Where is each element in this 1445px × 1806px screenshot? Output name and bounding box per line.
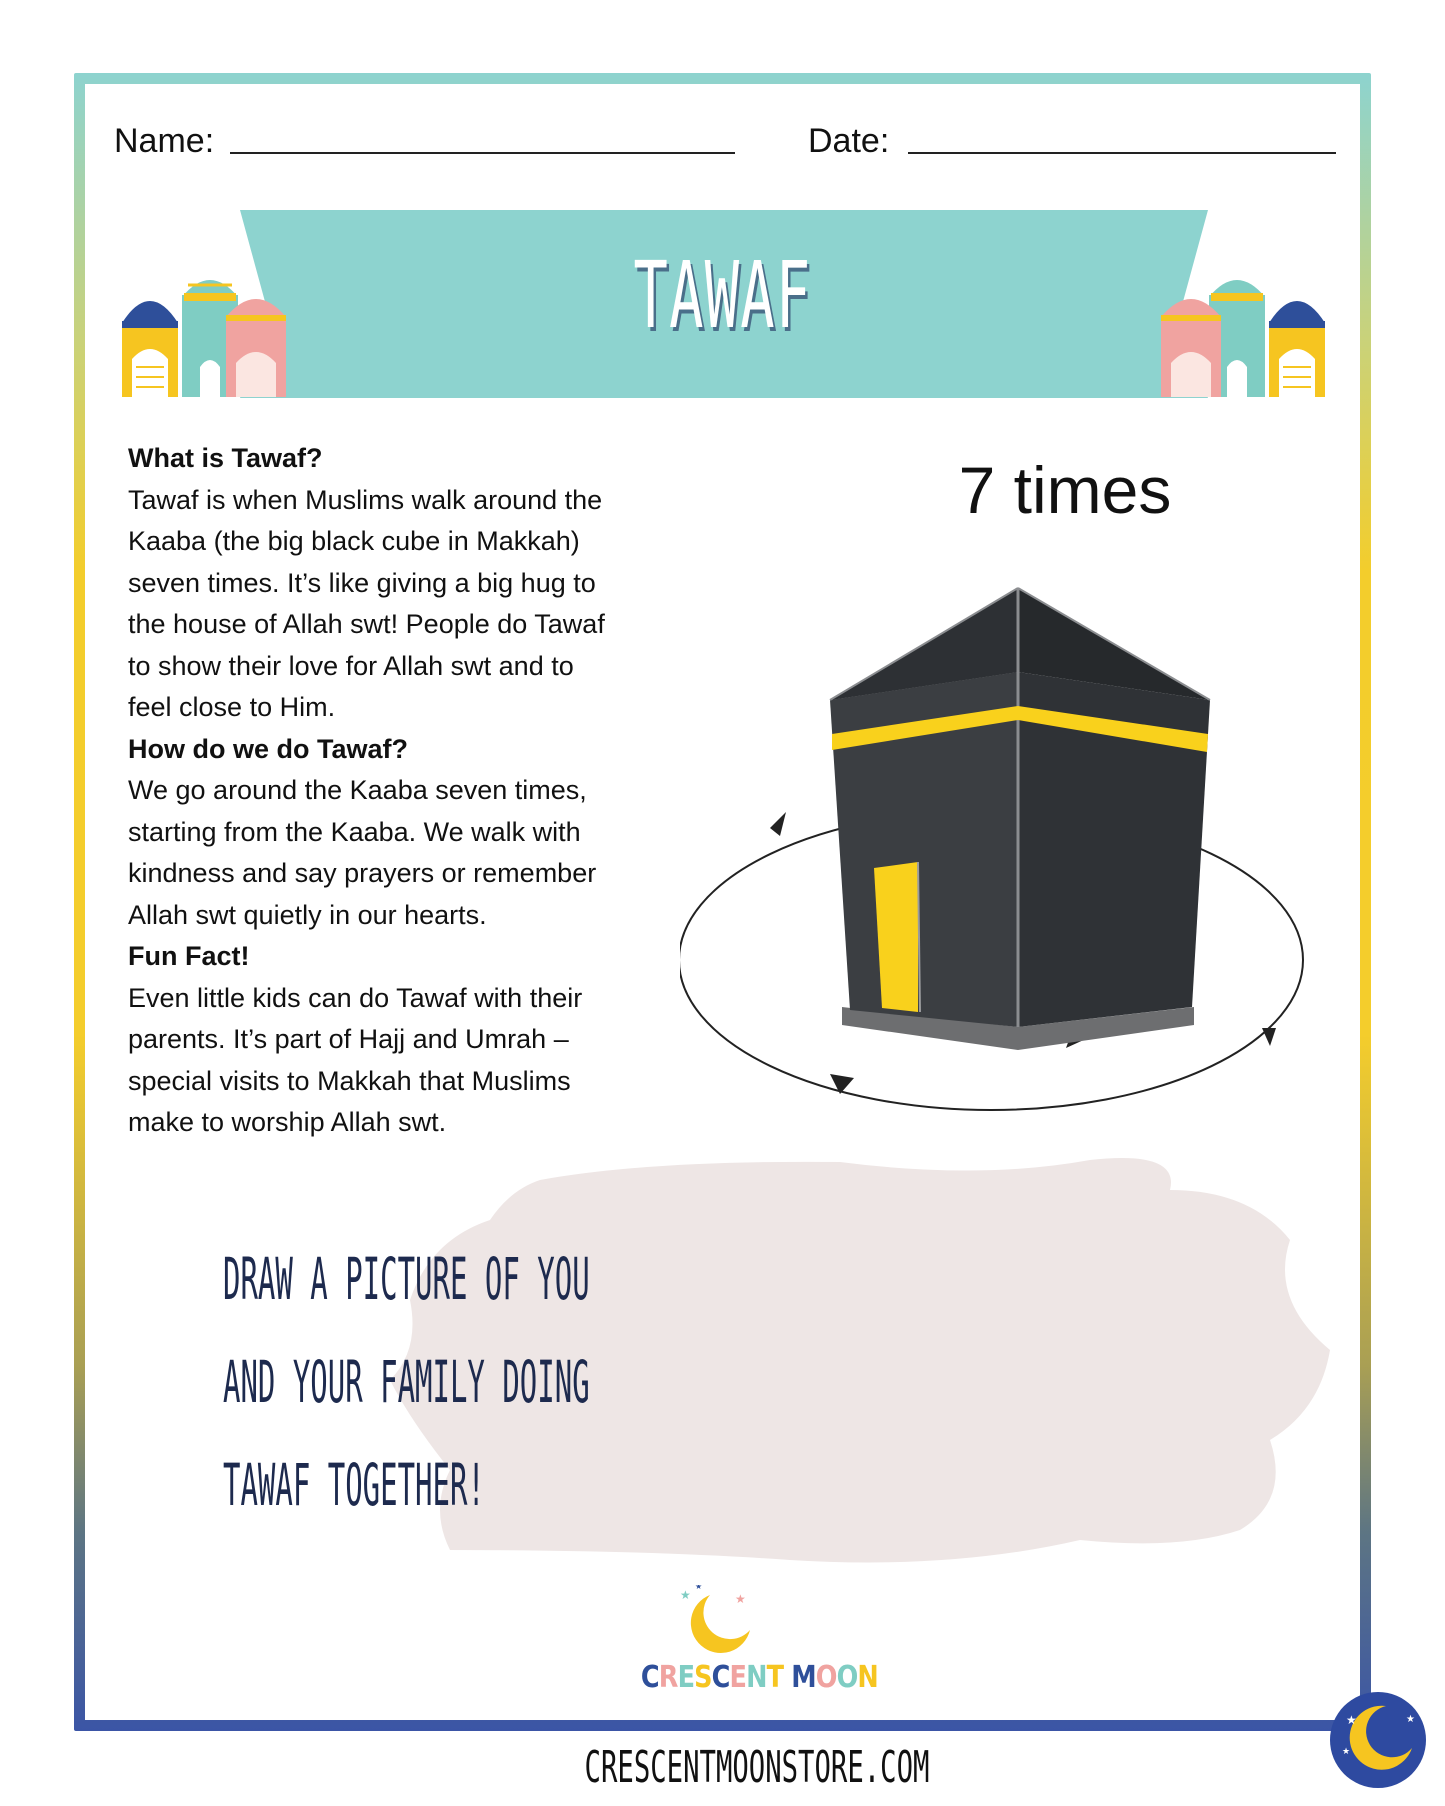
name-line[interactable] [230, 152, 735, 154]
date-field [808, 122, 889, 161]
text-line: kindness and say prayers or remember [128, 858, 597, 888]
text-line: seven times. It’s like giving a big hug to [128, 567, 596, 598]
text-line: We go around the Kaaba seven times, [128, 775, 587, 805]
page-title: TAWAF [633, 242, 812, 349]
text-line: Allah swt quietly in our hearts. [128, 899, 487, 930]
text-line: parents. It’s part of Hajj and Umrah – [128, 1024, 569, 1054]
text-line: Kaaba (the big black cube in Makkah) [128, 526, 580, 556]
svg-text:★: ★ [735, 1592, 746, 1606]
svg-text:★: ★ [1342, 1746, 1351, 1756]
text-line: the house of Allah swt! People do Tawaf [128, 609, 605, 639]
moon-badge-icon [1328, 1690, 1428, 1790]
svg-text:★: ★ [695, 1585, 703, 1591]
date-line[interactable] [908, 152, 1336, 154]
text-line: make to worship Allah swt. [128, 1107, 447, 1137]
drawing-prompt [128, 1228, 590, 1537]
svg-text:★: ★ [1346, 1713, 1357, 1727]
text-line: Even little kids can do Tawaf with their [128, 982, 583, 1013]
mosque-left-icon [122, 255, 292, 397]
prompt-line: DRAW A PICTURE OF YOU [223, 1245, 590, 1313]
crescent-moon-logo [620, 1585, 878, 1695]
prompt-line: AND YOUR FAMILY DOING [223, 1348, 590, 1416]
text-line: to show their love for Allah swt and to [128, 650, 574, 681]
kaaba-illustration [680, 580, 1320, 1140]
times-caption: 7 times [958, 453, 1172, 527]
name-field [114, 122, 214, 161]
date-label: Date: [808, 122, 890, 160]
crescent-moon-icon [675, 1585, 765, 1655]
text-line: feel close to Him. [128, 692, 336, 722]
text-line: starting from the Kaaba. We walk with [128, 816, 581, 847]
text-line: Tawaf is when Muslims walk around the [128, 484, 603, 515]
svg-text:★: ★ [680, 1588, 691, 1602]
info-text-block [128, 438, 688, 1144]
orbit-arrow-icon [1262, 1028, 1276, 1046]
prompt-line: TAWAF TOGETHER! [223, 1451, 485, 1519]
section-heading: Fun Fact! [128, 941, 250, 971]
svg-text:★: ★ [1406, 1714, 1415, 1725]
orbit-arrow-icon [830, 1074, 854, 1094]
orbit-arrow-icon [770, 812, 786, 836]
logo-text: CRESCENT MOON [640, 1660, 878, 1695]
name-label: Name: [114, 122, 215, 160]
text-line: special visits to Makkah that Muslims [128, 1065, 571, 1096]
section-heading: How do we do Tawaf? [128, 733, 408, 764]
store-url[interactable]: CRESCENTMOONSTORE.COM [584, 1742, 930, 1793]
mosque-right-icon [1155, 255, 1325, 397]
section-heading: What is Tawaf? [128, 443, 323, 473]
